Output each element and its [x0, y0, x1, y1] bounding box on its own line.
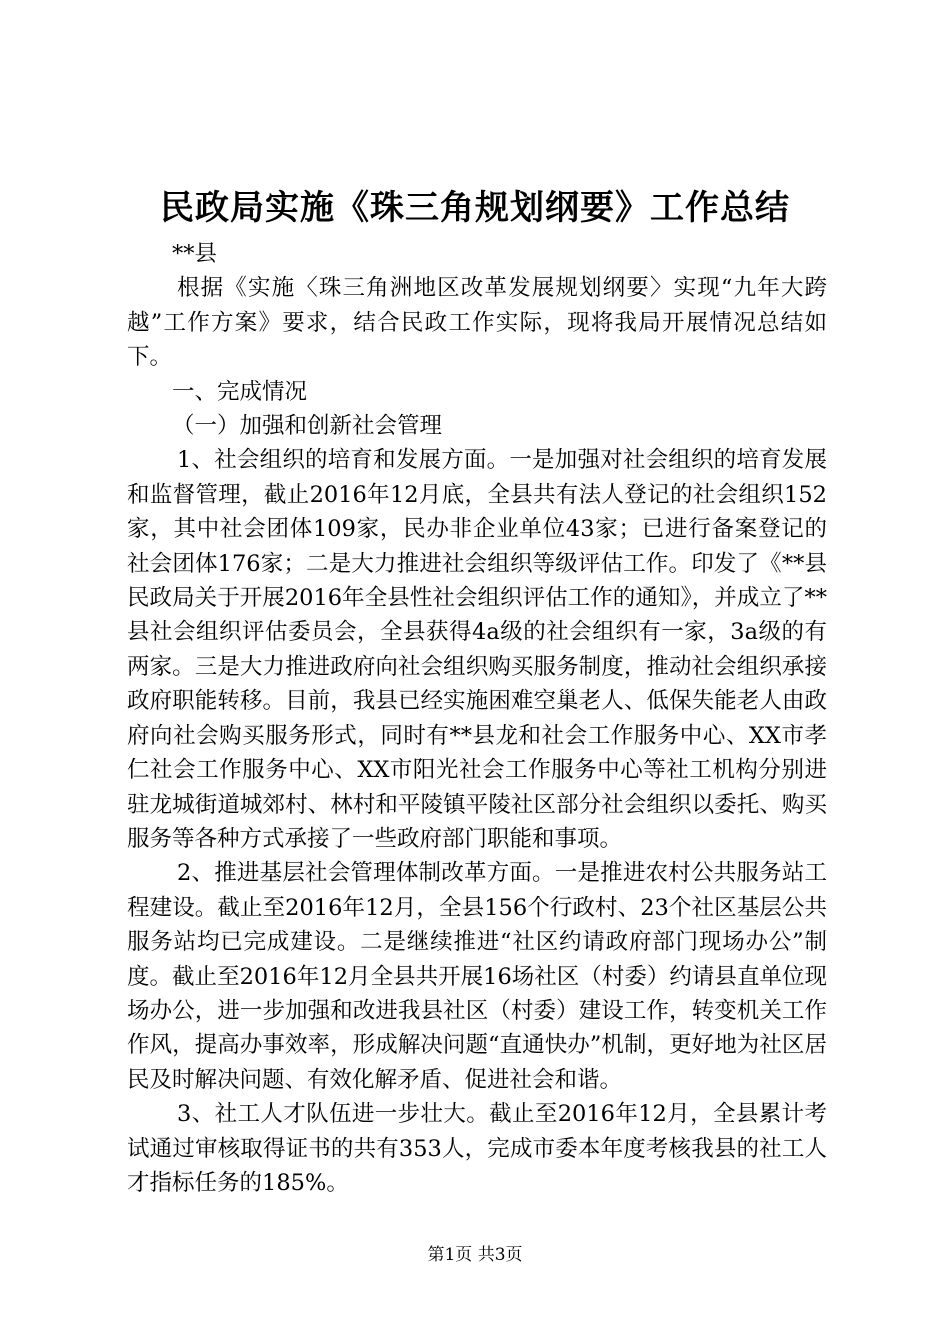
section-heading: 一、完成情况: [172, 378, 308, 405]
subsection-heading: （一）加强和创新社会管理: [172, 413, 443, 440]
page-footer: 第1页 共3页: [427, 1245, 523, 1265]
body-paragraph: 3、社工人才队伍进一步壮大。截止至2016年12月，全县累计考试通过审核取得证书的共有353人，完成市委本年度考核我县的社工人才指标任务的185%。: [127, 1101, 827, 1196]
document-title: 民政局实施《珠三角规划纲要》工作总结: [160, 188, 790, 228]
body-paragraph: 1、社会组织的培育和发展方面。一是加强对社会组织的培育发展和监督管理，截止2016年12月底，全县共有法人登记的社会组织152家，其中社会团体109家，民办非企业单位43家；已进行备案登记的社会团体176家；二是大力推进社会组织等级评估工作。印发了《**县民政局关于开展2016年全县性社会组织评估工作的通知》，并成立了**县社会组织评估委员会，全县获得4a级的社会组织有一家，3a级的有两家。三是大力推进政府向社会组织购买服务制度，推动社会组织承接政府职能转移。目前，我县已经实施困难空巢老人、低保失能老人由政府向社会购买服务形式，同时有**县龙和社会工作服务中心、XX市孝仁社会工作服务中心、XX市阳光社会工作服务中心等社工机构分别进驻龙城街道城郊村、林村和平陵镇平陵社区部分社会组织以委托、购买服务等各种方式承接了一些政府部门职能和事项。: [127, 447, 827, 852]
intro-paragraph: 根据《实施〈珠三角洲地区改革发展规划纲要〉实现“九年大跨越”工作方案》要求，结合民政工作实际，现将我局开展情况总结如下。: [127, 275, 827, 371]
document-body: [127, 237, 827, 1200]
author-line: **县: [172, 241, 218, 267]
body-paragraph: 2、推进基层社会管理体制改革方面。一是推进农村公共服务站工程建设。截止至2016年12月，全县156个行政村、23个社区基层公共服务站均已完成建设。二是继续推进“社区约请政府部门现场办公”制度。截止至2016年12月全县共开展16场社区（村委）约请县直单位现场办公，进一步加强和改进我县社区（村委）建设工作，转变机关工作作风，提高办事效率，形成解决问题“直通快办”机制，更好地为社区居民及时解决问题、有效化解矛盾、促进社会和谐。: [127, 860, 827, 1093]
